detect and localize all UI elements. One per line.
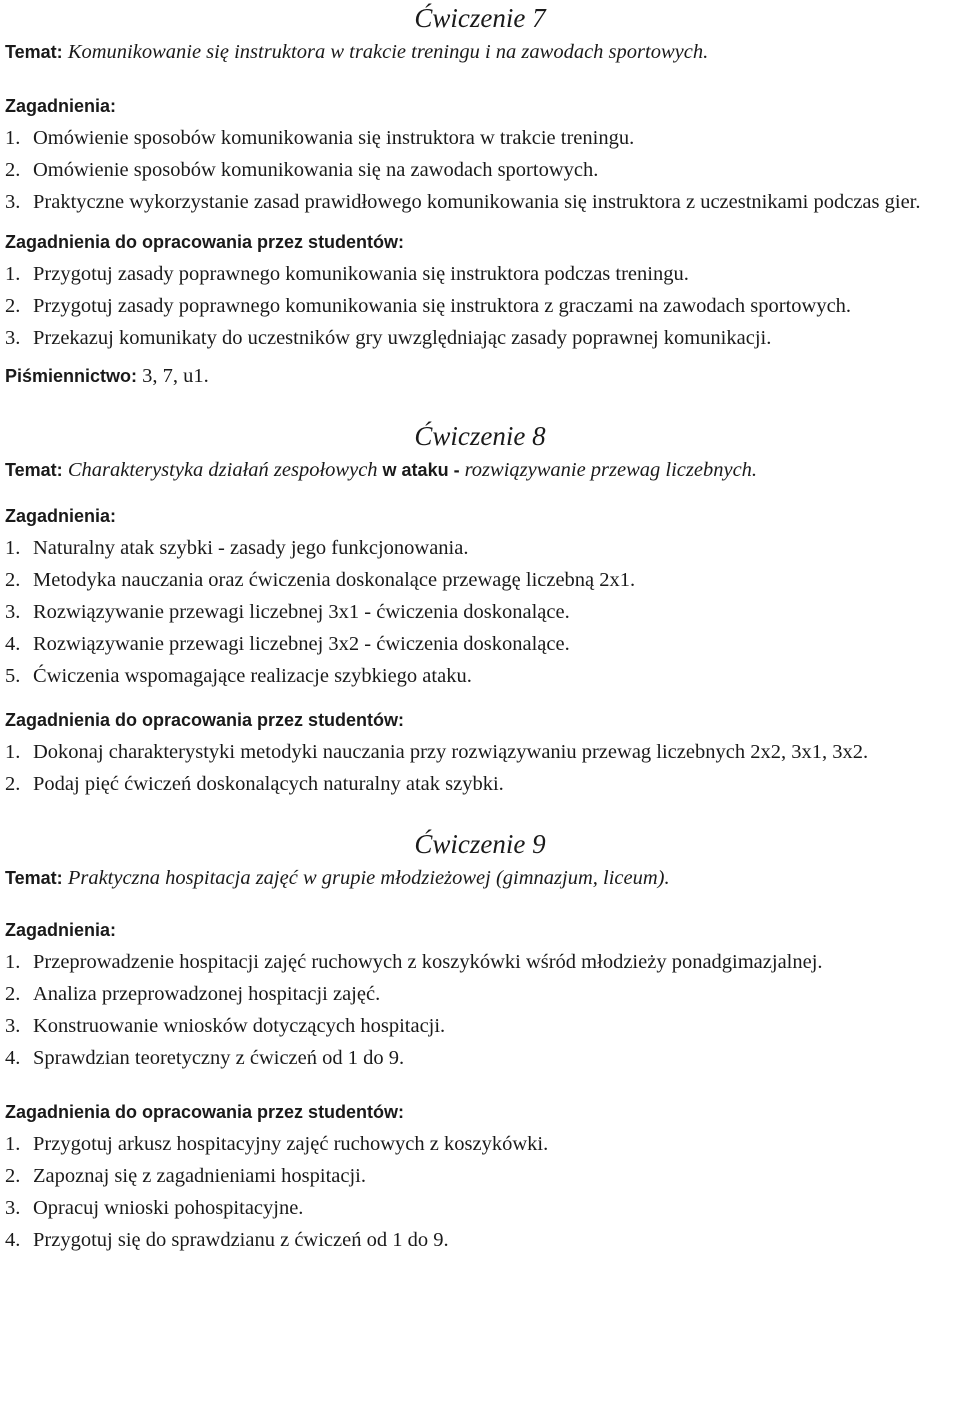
list-item: 1. Przeprowadzenie hospitacji zajęć ruchowych z koszykówki wśród młodzieży ponadgimazjalnej.: [5, 951, 823, 973]
exercise-7-title: Ćwiczenie 7: [414, 3, 546, 33]
exercise-8-issues-list: [5, 532, 955, 692]
topic-label: Temat:: [5, 42, 63, 62]
exercise-9-issues-heading: Zagadnienia:: [5, 920, 117, 940]
list-item: 3. Konstruowanie wniosków dotyczących hospitacji.: [5, 1015, 446, 1037]
exercise-7-issues-list: [5, 122, 955, 218]
topic-label: Temat:: [5, 868, 63, 888]
list-item: 2. Omówienie sposobów komunikowania się na zawodach sportowych.: [5, 159, 599, 181]
topic-text-part3: rozwiązywanie przewag liczebnych.: [464, 459, 758, 481]
list-item: 1. Przygotuj arkusz hospitacyjny zajęć ruchowych z koszykówki.: [5, 1133, 549, 1155]
topic-text-part1: Charakterystyka działań zespołowych: [67, 459, 378, 481]
exercise-8-student-heading: Zagadnienia do opracowania przez studentów:: [5, 710, 405, 730]
list-item: 5. Ćwiczenia wspomagające realizacje szybkiego ataku.: [5, 665, 472, 687]
exercise-7-student-heading: Zagadnienia do opracowania przez studentów:: [5, 232, 405, 252]
list-item: 1. Dokonaj charakterystyki metodyki nauczania przy rozwiązywaniu przewag liczebnych 2x2, 3x1, 3x2.: [5, 741, 869, 763]
list-item: 4. Rozwiązywanie przewagi liczebnej 3x2 - ćwiczenia doskonalące.: [5, 633, 570, 655]
exercise-7-literature: [5, 360, 955, 392]
topic-label: Temat:: [5, 460, 63, 480]
topic-text: Praktyczna hospitacja zajęć w grupie młodzieżowej (gimnazjum, liceum).: [67, 867, 670, 889]
list-item: 2. Analiza przeprowadzonej hospitacji zajęć.: [5, 983, 381, 1005]
exercise-9-student-list: [5, 1128, 955, 1256]
exercise-8-student-list: [5, 736, 955, 800]
list-item: 1. Naturalny atak szybki - zasady jego funkcjonowania.: [5, 537, 469, 559]
list-item: 2. Metodyka nauczania oraz ćwiczenia doskonalące przewagę liczebną 2x1.: [5, 569, 636, 591]
exercise-9-issues-list: [5, 946, 955, 1074]
exercise-7-student-list: [5, 258, 955, 354]
list-item: 2. Przygotuj zasady poprawnego komunikowania się instruktora z graczami na zawodach sportowych.: [5, 295, 852, 317]
literature-label: Piśmiennictwo:: [5, 366, 138, 386]
exercise-9-title: Ćwiczenie 9: [414, 829, 546, 859]
exercise-8-issues-heading: Zagadnienia:: [5, 506, 117, 526]
exercise-7-topic: [5, 36, 955, 68]
topic-text-part2: w ataku -: [377, 460, 465, 480]
list-item: 3. Przekazuj komunikaty do uczestników gry uwzględniając zasady poprawnej komunikacji.: [5, 327, 772, 349]
list-item: 4. Przygotuj się do sprawdzianu z ćwiczeń od 1 do 9.: [5, 1229, 449, 1251]
list-item: 1. Przygotuj zasady poprawnego komunikowania się instruktora podczas treningu.: [5, 263, 689, 285]
list-item: 1. Omówienie sposobów komunikowania się instruktora w trakcie treningu.: [5, 127, 635, 149]
exercise-7-issues-heading: Zagadnienia:: [5, 96, 117, 116]
topic-text: Komunikowanie się instruktora w trakcie treningu i na zawodach sportowych.: [67, 41, 709, 63]
list-item: 4. Sprawdzian teoretyczny z ćwiczeń od 1 do 9.: [5, 1047, 405, 1069]
list-item: 3. Rozwiązywanie przewagi liczebnej 3x1 - ćwiczenia doskonalące.: [5, 601, 570, 623]
exercise-8-topic: [5, 454, 955, 486]
exercise-9-student-heading: Zagadnienia do opracowania przez studentów:: [5, 1102, 405, 1122]
exercise-8-title: Ćwiczenie 8: [414, 421, 546, 451]
list-item: 2. Zapoznaj się z zagadnieniami hospitacji.: [5, 1165, 366, 1187]
literature-value: 3, 7, u1.: [137, 365, 209, 387]
exercise-9-topic: [5, 862, 955, 894]
list-item: 2. Podaj pięć ćwiczeń doskonalących naturalny atak szybki.: [5, 773, 504, 795]
list-item: 3. Opracuj wnioski pohospitacyjne.: [5, 1197, 304, 1219]
list-item: 3. Praktyczne wykorzystanie zasad prawidłowego komunikowania się instruktora z uczestnikami podczas gier.: [5, 191, 921, 213]
